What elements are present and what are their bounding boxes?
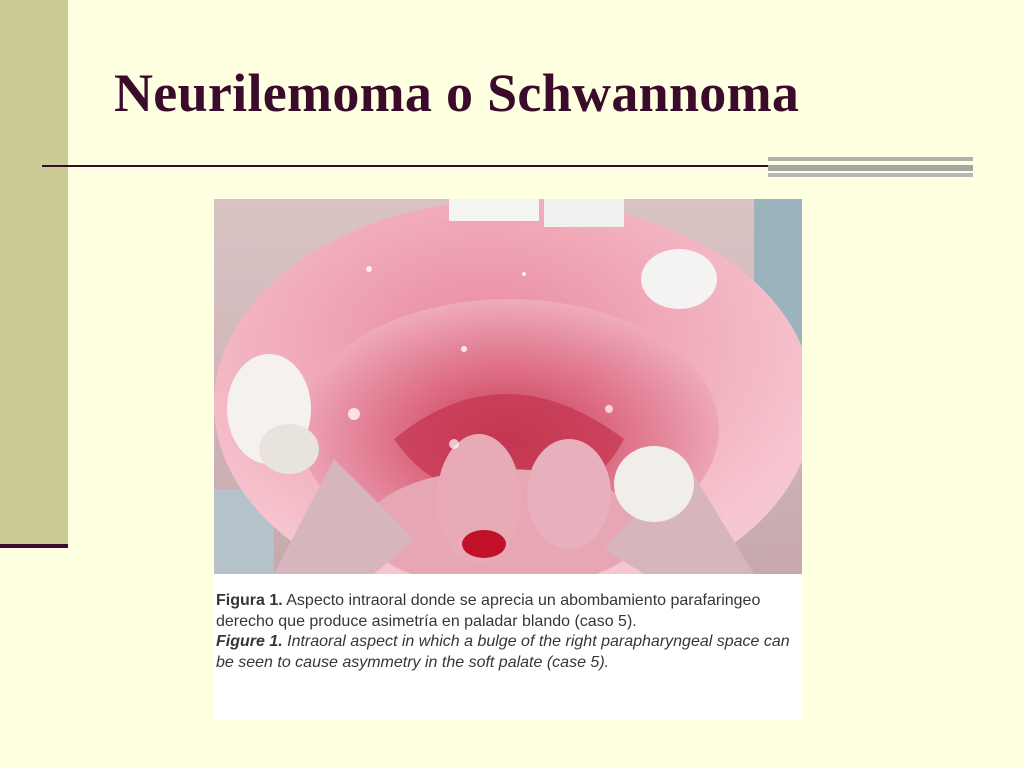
- figure-caption: [214, 591, 802, 673]
- caption-english-text: Intraoral aspect in which a bulge of the right parapharyngeal space can be seen to cause asymmetry in the soft palate (case 5).: [216, 633, 790, 671]
- decorative-accent-bars: [768, 157, 973, 177]
- left-accent-underline: [0, 544, 68, 548]
- caption-english: [214, 632, 802, 673]
- caption-spanish-label: Figura 1.: [216, 592, 283, 609]
- left-accent-bar: [0, 0, 68, 545]
- intraoral-photo: [214, 199, 802, 574]
- caption-spanish-text: Aspecto intraoral donde se aprecia un abombamiento parafaringeo derecho que produce asimetría en paladar blando (caso 5).: [216, 592, 761, 630]
- figure: [214, 199, 802, 720]
- slide-title: Neurilemoma o Schwannoma: [114, 63, 800, 123]
- caption-english-label: Figure 1.: [216, 633, 283, 650]
- caption-spanish: [214, 591, 802, 632]
